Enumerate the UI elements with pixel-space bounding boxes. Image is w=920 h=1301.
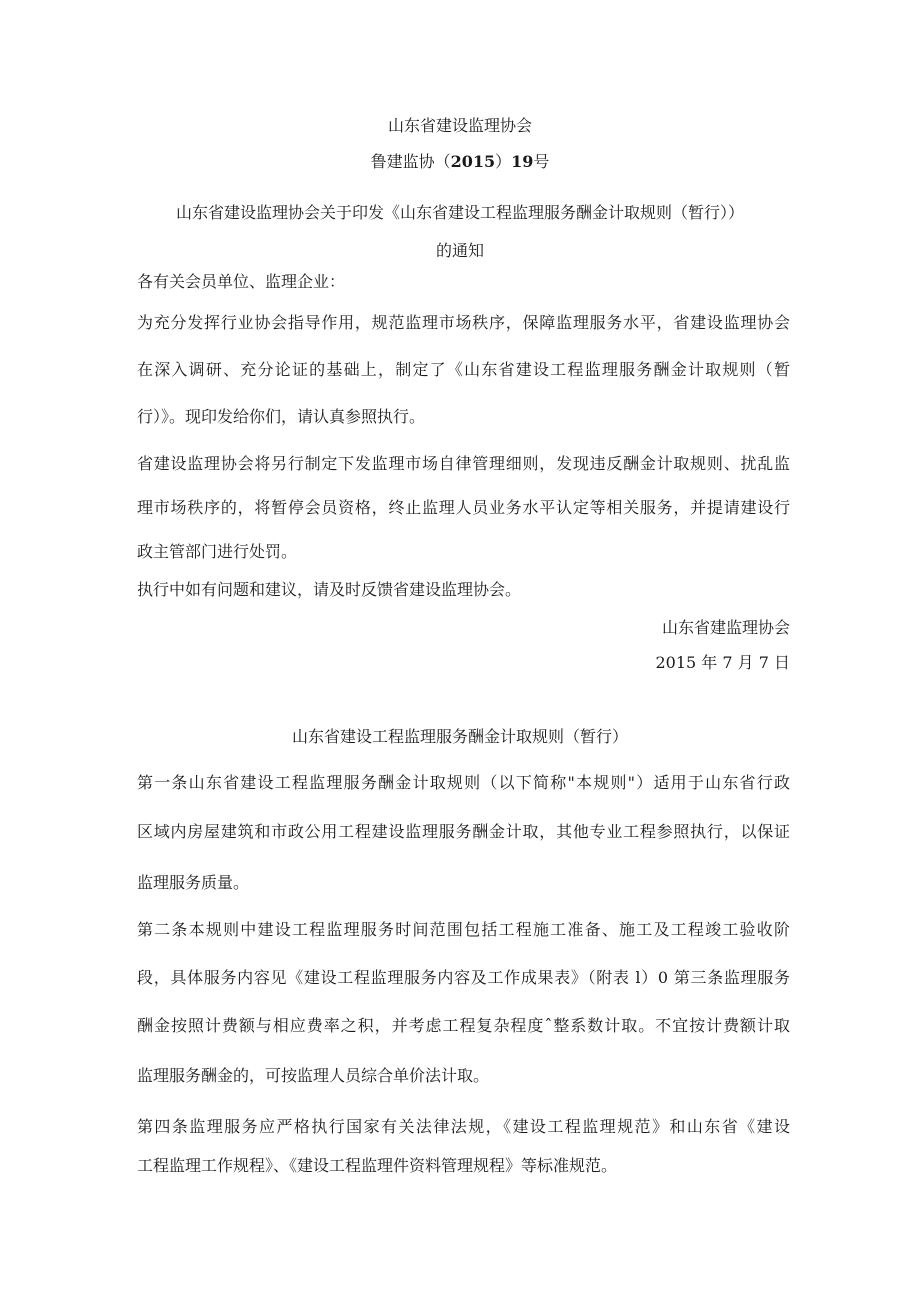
- paragraph-2-line-3: 政主管部门进行处罚。: [137, 542, 298, 561]
- paragraph-1-line-3: 行）》。现印发给你们，请认真参照执行。: [137, 407, 426, 426]
- article-1-line-3: 监理服务质量。: [137, 873, 250, 892]
- doc-number-year: 2015: [450, 152, 496, 171]
- paragraph-2-line-2: 理市场秩序的，将暂停会员资格，终止监理人员业务水平认定等相关服务，并提请建设行: [137, 498, 790, 517]
- issue-date: 2015 年 7 月 7 日: [655, 653, 790, 672]
- paragraph-1-line-2: 在深入调研、充分论证的基础上，制定了《山东省建设工程监理服务酬金计取规则（暂: [137, 360, 790, 379]
- notice-title-line-1: 山东省建设监理协会关于印发《山东省建设工程监理服务酬金计取规则（暂行））: [175, 203, 744, 222]
- article-1-line-1: 第一条山东省建设工程监理服务酬金计取规则（以下简称"本规则"）适用于山东省行政: [137, 773, 790, 792]
- paragraph-1-line-1: 为充分发挥行业协会指导作用，规范监理市场秩序，保障监理服务水平，省建设监理协会: [137, 313, 790, 332]
- document-number: [0, 152, 920, 172]
- article-4-line-1: 第四条监理服务应严格执行国家有关法律法规，《建设工程监理规范》和山东省《建设: [137, 1117, 790, 1136]
- doc-number-prefix: 鲁建监协（: [370, 152, 451, 171]
- article-2-line-4: 监理服务酬金的，可按监理人员综合单价法计取。: [137, 1066, 490, 1085]
- salutation: 各有关会员单位、监理企业：: [137, 272, 346, 291]
- article-2-line-3: 酬金按照计费额与相应费率之积，并考虑工程复杂程度ˆ整系数计取。不宜按计费额计取: [137, 1016, 790, 1035]
- doc-number-num: 19: [511, 152, 534, 171]
- article-1-line-2: 区域内房屋建筑和市政公用工程建设监理服务酬金计取，其他专业工程参照执行，以保证: [137, 822, 790, 841]
- doc-number-unit: 号: [533, 152, 550, 171]
- article-4-line-2: 工程监理工作规程》、《建设工程监理件资料管理规程》等标准规范。: [137, 1156, 618, 1175]
- signature: 山东省建监理协会: [661, 618, 790, 637]
- notice-title-line-2: 的通知: [435, 241, 484, 260]
- paragraph-3: 执行中如有问题和建议，请及时反馈省建设监理协会。: [137, 580, 522, 599]
- article-2-line-1: 第二条本规则中建设工程监理服务时间范围包括工程施工准备、施工及工程竣工验收阶: [137, 920, 790, 939]
- rules-title: 山东省建设工程监理服务酬金计取规则（暂行）: [291, 727, 628, 746]
- article-2-line-2: 段，具体服务内容见《建设工程监理服务内容及工作成果表》（附表 l）0 第三条监理服务: [137, 968, 790, 987]
- paragraph-2-line-1: 省建设监理协会将另行制定下发监理市场自律管理细则，发现违反酬金计取规则、扰乱监: [137, 454, 790, 473]
- doc-number-suffix: ）: [495, 152, 512, 171]
- issuer-org: 山东省建设监理协会: [387, 116, 532, 135]
